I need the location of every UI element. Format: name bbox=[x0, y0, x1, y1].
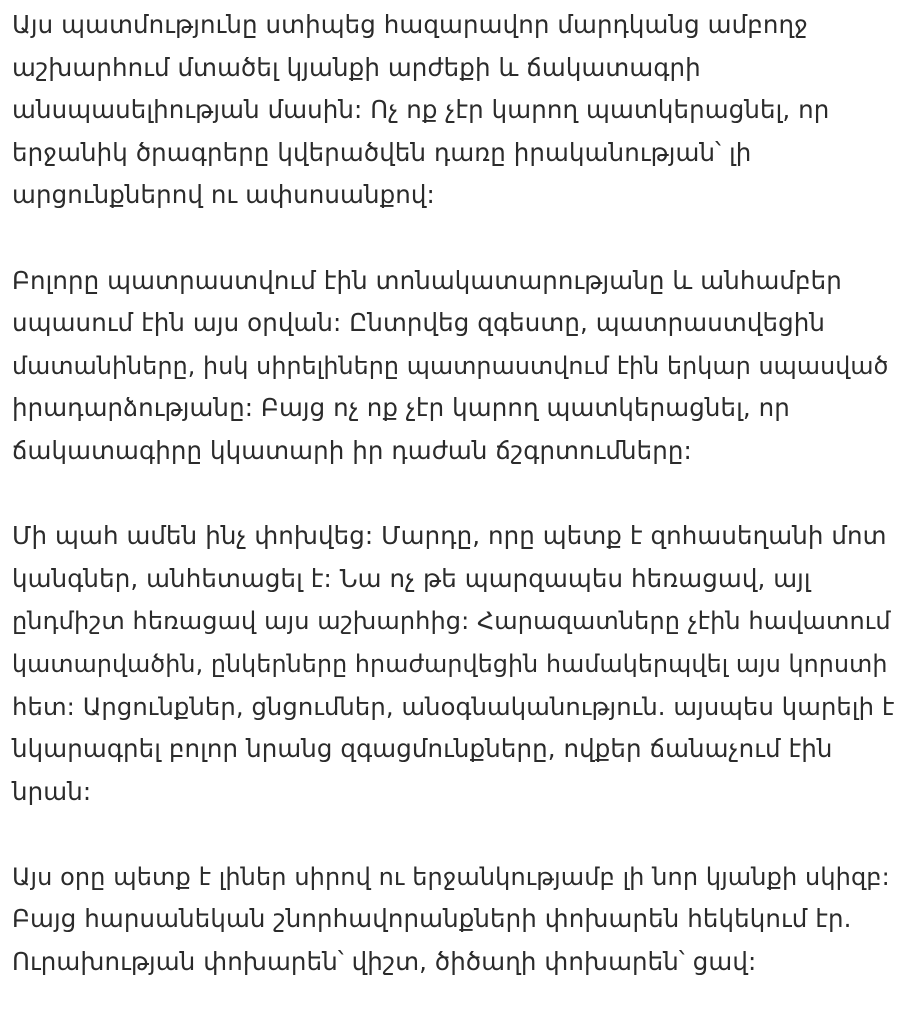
text-line: երջանիկ ծրագրերը կվերածվեն դառը իրականության՝ լի bbox=[12, 137, 752, 167]
text-line: իրադարձությանը: Բայց ոչ ոք չէր կարող պատկերացնել, որ bbox=[12, 393, 790, 423]
text-line: արցունքներով ու ափսոսանքով: bbox=[12, 180, 435, 210]
text-line: անսպասելիության մասին: Ոչ ոք չէր կարող պատկերացնել, որ bbox=[12, 95, 830, 125]
text-line: Այս պատմությունը ստիպեց հազարավոր մարդկանց ամբողջ bbox=[12, 10, 808, 39]
text-line: Բոլորը պատրաստվում էին տոնակատարությանը և անհամբեր bbox=[12, 265, 842, 295]
text-line: Ուրախության փոխարեն՝ վիշտ, ծիծաղի փոխարեն՝ ցավ: bbox=[12, 947, 757, 977]
text-line: սպասում էին այս օրվան: Ընտրվեց զգեստը, պատրաստվեցին bbox=[12, 308, 825, 338]
text-line: ճակատագիրը կկատարի իր դաժան ճշգրտումները: bbox=[12, 435, 692, 465]
text-line: նկարագրել բոլոր նրանց զգացմունքները, ովքեր ճանաչում էին bbox=[12, 734, 833, 764]
text-line: Այս օրը պետք է լիներ սիրով ու երջանկությամբ լի նոր կյանքի սկիզբ: bbox=[12, 862, 890, 891]
paragraph-2 bbox=[12, 260, 896, 473]
text-line: նրան: bbox=[12, 776, 92, 806]
paragraph-1 bbox=[12, 4, 896, 217]
text-line: Բայց հարսանեկան շնորհավորանքների փոխարեն հեկեկում էր. bbox=[12, 904, 852, 934]
text-line: Մի պահ ամեն ինչ փոխվեց: Մարդը, որը պետք է զոհասեղանի մոտ bbox=[12, 521, 887, 551]
text-line: հետ: Արցունքներ, ցնցումներ, անօգնականություն. այսպես կարելի է bbox=[12, 691, 895, 721]
paragraph-4 bbox=[12, 856, 896, 984]
text-line: կանգներ, անհետացել է: Նա ոչ թե պարզապես հեռացավ, այլ bbox=[12, 563, 811, 593]
text-line: ընդմիշտ հեռացավ այս աշխարհից: Հարազատները չէին հավատում bbox=[12, 607, 891, 636]
text-line: մատանիները, իսկ սիրելիները պատրաստվում էին երկար սպասված bbox=[12, 351, 889, 380]
text-line: աշխարհում մտածել կյանքի արժեքի և ճակատագրի bbox=[12, 52, 701, 82]
paragraph-3 bbox=[12, 515, 896, 813]
text-line: կատարվածին, ընկերները հրաժարվեցին համակերպվել այս կորստի bbox=[12, 649, 888, 678]
